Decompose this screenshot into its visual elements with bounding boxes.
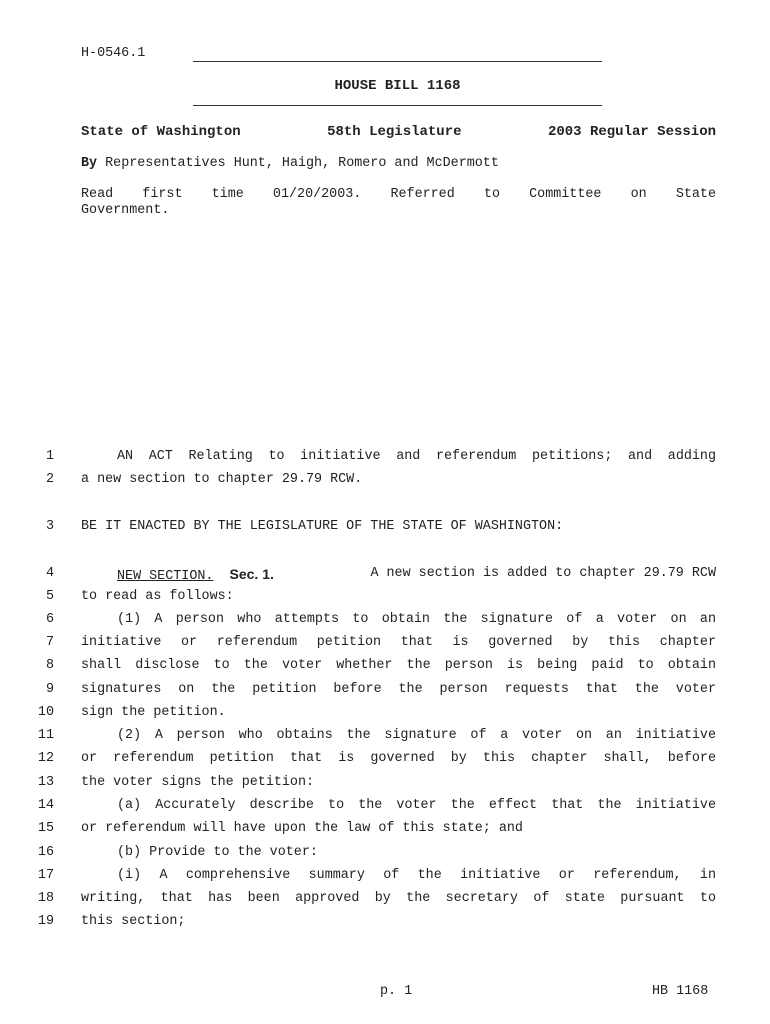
- body-line: AN ACT Relating to initiative and referendum petitions; and adding: [117, 449, 716, 464]
- body-line: signatures on the petition before the person requests that the voter: [81, 682, 716, 697]
- read-date: 01/20/2003.: [272, 187, 362, 202]
- body-line: (1) A person who attempts to obtain the signature of a voter on an: [117, 612, 716, 627]
- read-line-2: Government.: [81, 203, 170, 218]
- body-line: the voter signs the petition:: [81, 775, 315, 790]
- body-line: (b) Provide to the voter:: [117, 845, 318, 860]
- page-number: p. 1: [380, 984, 413, 999]
- line-number: 2: [45, 472, 54, 487]
- body-line: this section;: [81, 914, 186, 929]
- read-line-1: [81, 187, 716, 202]
- bill-id: H-0546.1: [81, 46, 146, 61]
- header-rule-top: [193, 61, 602, 62]
- line-number: 11: [37, 728, 54, 743]
- body-line: initiative or referendum petition that is governed by this chapter: [81, 635, 716, 650]
- line-number: 7: [45, 635, 54, 650]
- session: 2003 Regular Session: [547, 124, 716, 140]
- line-number: 8: [45, 658, 54, 673]
- header-rule-bottom: [193, 105, 602, 106]
- body-line: A new section is added to chapter 29.79 RCW: [370, 566, 716, 581]
- legislature: 58th Legislature: [327, 124, 462, 140]
- read-word: first: [142, 187, 183, 202]
- new-section-label: NEW SECTION.: [117, 569, 214, 584]
- line-number: 18: [37, 891, 54, 906]
- section-heading-line: [81, 566, 716, 584]
- line-number: 15: [37, 821, 54, 836]
- read-word: State: [675, 187, 716, 202]
- line-number: 5: [45, 589, 54, 604]
- line-number: 10: [37, 705, 54, 720]
- sponsors: Representatives Hunt, Haigh, Romero and McDermott: [105, 156, 499, 171]
- state-name: State of Washington: [81, 124, 241, 140]
- body-line: shall disclose to the voter whether the person is being paid to obtain: [81, 658, 716, 673]
- read-word: Read: [81, 187, 114, 202]
- line-number: 12: [37, 751, 54, 766]
- line-number: 6: [45, 612, 54, 627]
- body-line: (2) A person who obtains the signature of a voter on an initiative: [117, 728, 716, 743]
- enacting-clause: BE IT ENACTED BY THE LEGISLATURE OF THE STATE OF WASHINGTON:: [81, 519, 564, 534]
- body-line: (i) A comprehensive summary of the initiative or referendum, in: [117, 868, 716, 883]
- body-line: to read as follows:: [81, 589, 234, 604]
- line-number: 3: [45, 519, 54, 534]
- line-number: 9: [45, 682, 54, 697]
- body-line: (a) Accurately describe to the voter the effect that the initiative: [117, 798, 716, 813]
- body-line: sign the petition.: [81, 705, 226, 720]
- body-line: or referendum petition that is governed by this chapter shall, before: [81, 751, 716, 766]
- line-number: 13: [37, 775, 54, 790]
- read-word: Committee: [529, 187, 602, 202]
- read-word: on: [630, 187, 647, 202]
- sponsors-prefix: By: [81, 156, 98, 171]
- line-number: 19: [37, 914, 54, 929]
- bill-title: HOUSE BILL 1168: [334, 78, 461, 94]
- read-word: Referred: [390, 187, 455, 202]
- line-number: 14: [37, 798, 54, 813]
- footer-bill-id: HB 1168: [652, 984, 709, 999]
- session-row: [81, 124, 716, 140]
- read-word: time: [211, 187, 244, 202]
- line-number: 17: [37, 868, 54, 883]
- section-number: Sec. 1.: [229, 566, 274, 582]
- line-number: 1: [45, 449, 54, 464]
- body-line: or referendum will have upon the law of this state; and: [81, 821, 523, 836]
- line-number: 16: [37, 845, 54, 860]
- line-number: 4: [45, 566, 54, 581]
- sponsors-line: [81, 156, 499, 171]
- body-line: writing, that has been approved by the secretary of state pursuant to: [81, 891, 716, 906]
- read-word: to: [483, 187, 500, 202]
- body-line: a new section to chapter 29.79 RCW.: [81, 472, 363, 487]
